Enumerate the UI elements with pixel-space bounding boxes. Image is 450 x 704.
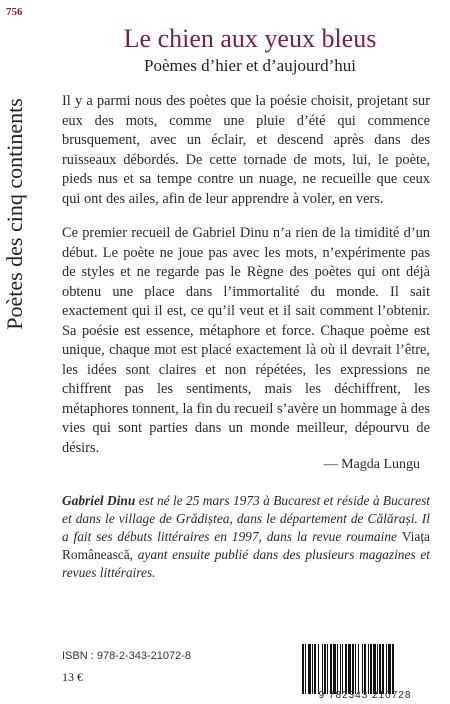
journal-name: Viața Românească — [62, 529, 430, 562]
book-subtitle: Poèmes d’hier et d’aujourd’hui — [144, 56, 356, 75]
preface-text — [62, 92, 430, 473]
preface-signature: — Magda Lungu — [323, 457, 420, 472]
series-name-text: Poètes des cinq continents — [2, 98, 27, 330]
price: 13 € — [62, 670, 83, 684]
author-bio — [62, 492, 430, 582]
book-title: Le chien aux yeux bleus — [123, 24, 377, 53]
barcode — [300, 644, 430, 694]
bio-text-1: est né le 25 mars 1973 à Bucarest et réside à Bucarest et dans le village de Grădiștea, dans le département de Călărași. Il a fait ses débuts littéraires en 1997, dans la revue roumaine — [62, 493, 430, 544]
preface-paragraph-1: Il y a parmi nous des poètes que la poésie choisit, projetant sur eux des mots, comme une pluie d’été qui commence brusquement, avec un éclair, et descend après dans des ruisseaux débordés. De cette tornade de mots, lui, le poète, pieds nus et sa tempe contre un nuage, ne recueille que ceux qui ont des ailes, afin de leur apprendre à voler, en vers. — [62, 93, 430, 207]
series-number: 756 — [6, 6, 23, 18]
isbn: ISBN : 978-2-343-21072-8 — [62, 650, 192, 662]
bio-text-2: , ayant ensuite publié dans des plusieurs magazines et revues littéraires. — [62, 547, 430, 580]
preface-paragraph-2: Ce premier recueil de Gabriel Dinu n’a rien de la timidité d’un début. Le poète ne joue pas avec les mots, n’expérimente pas de styles et ne regarde pas le Règne des poètes qui ont déjà obtenu une place dans l’immortalité du monde. Il sait exactement qui il est, ce qu’il veut et il sait comment l’obtenir. Sa poésie est essence, métaphore et force. Chaque poème est unique, chaque mot est placé exactement là où il devrait l’être, les idées sont claires et non répétées, les expressions ne chiffrent pas les sentiments, mais les déchiffrent, les métaphores tonnent, la fin du recueil s’avère un hommage à des vies qui sont parties dans un monde meilleur, dépourvu de désirs. — [62, 225, 430, 456]
series-name — [2, 54, 28, 374]
barcode-digits: 9 782343 210728 — [318, 690, 412, 701]
author-name: Gabriel Dinu — [62, 493, 136, 508]
